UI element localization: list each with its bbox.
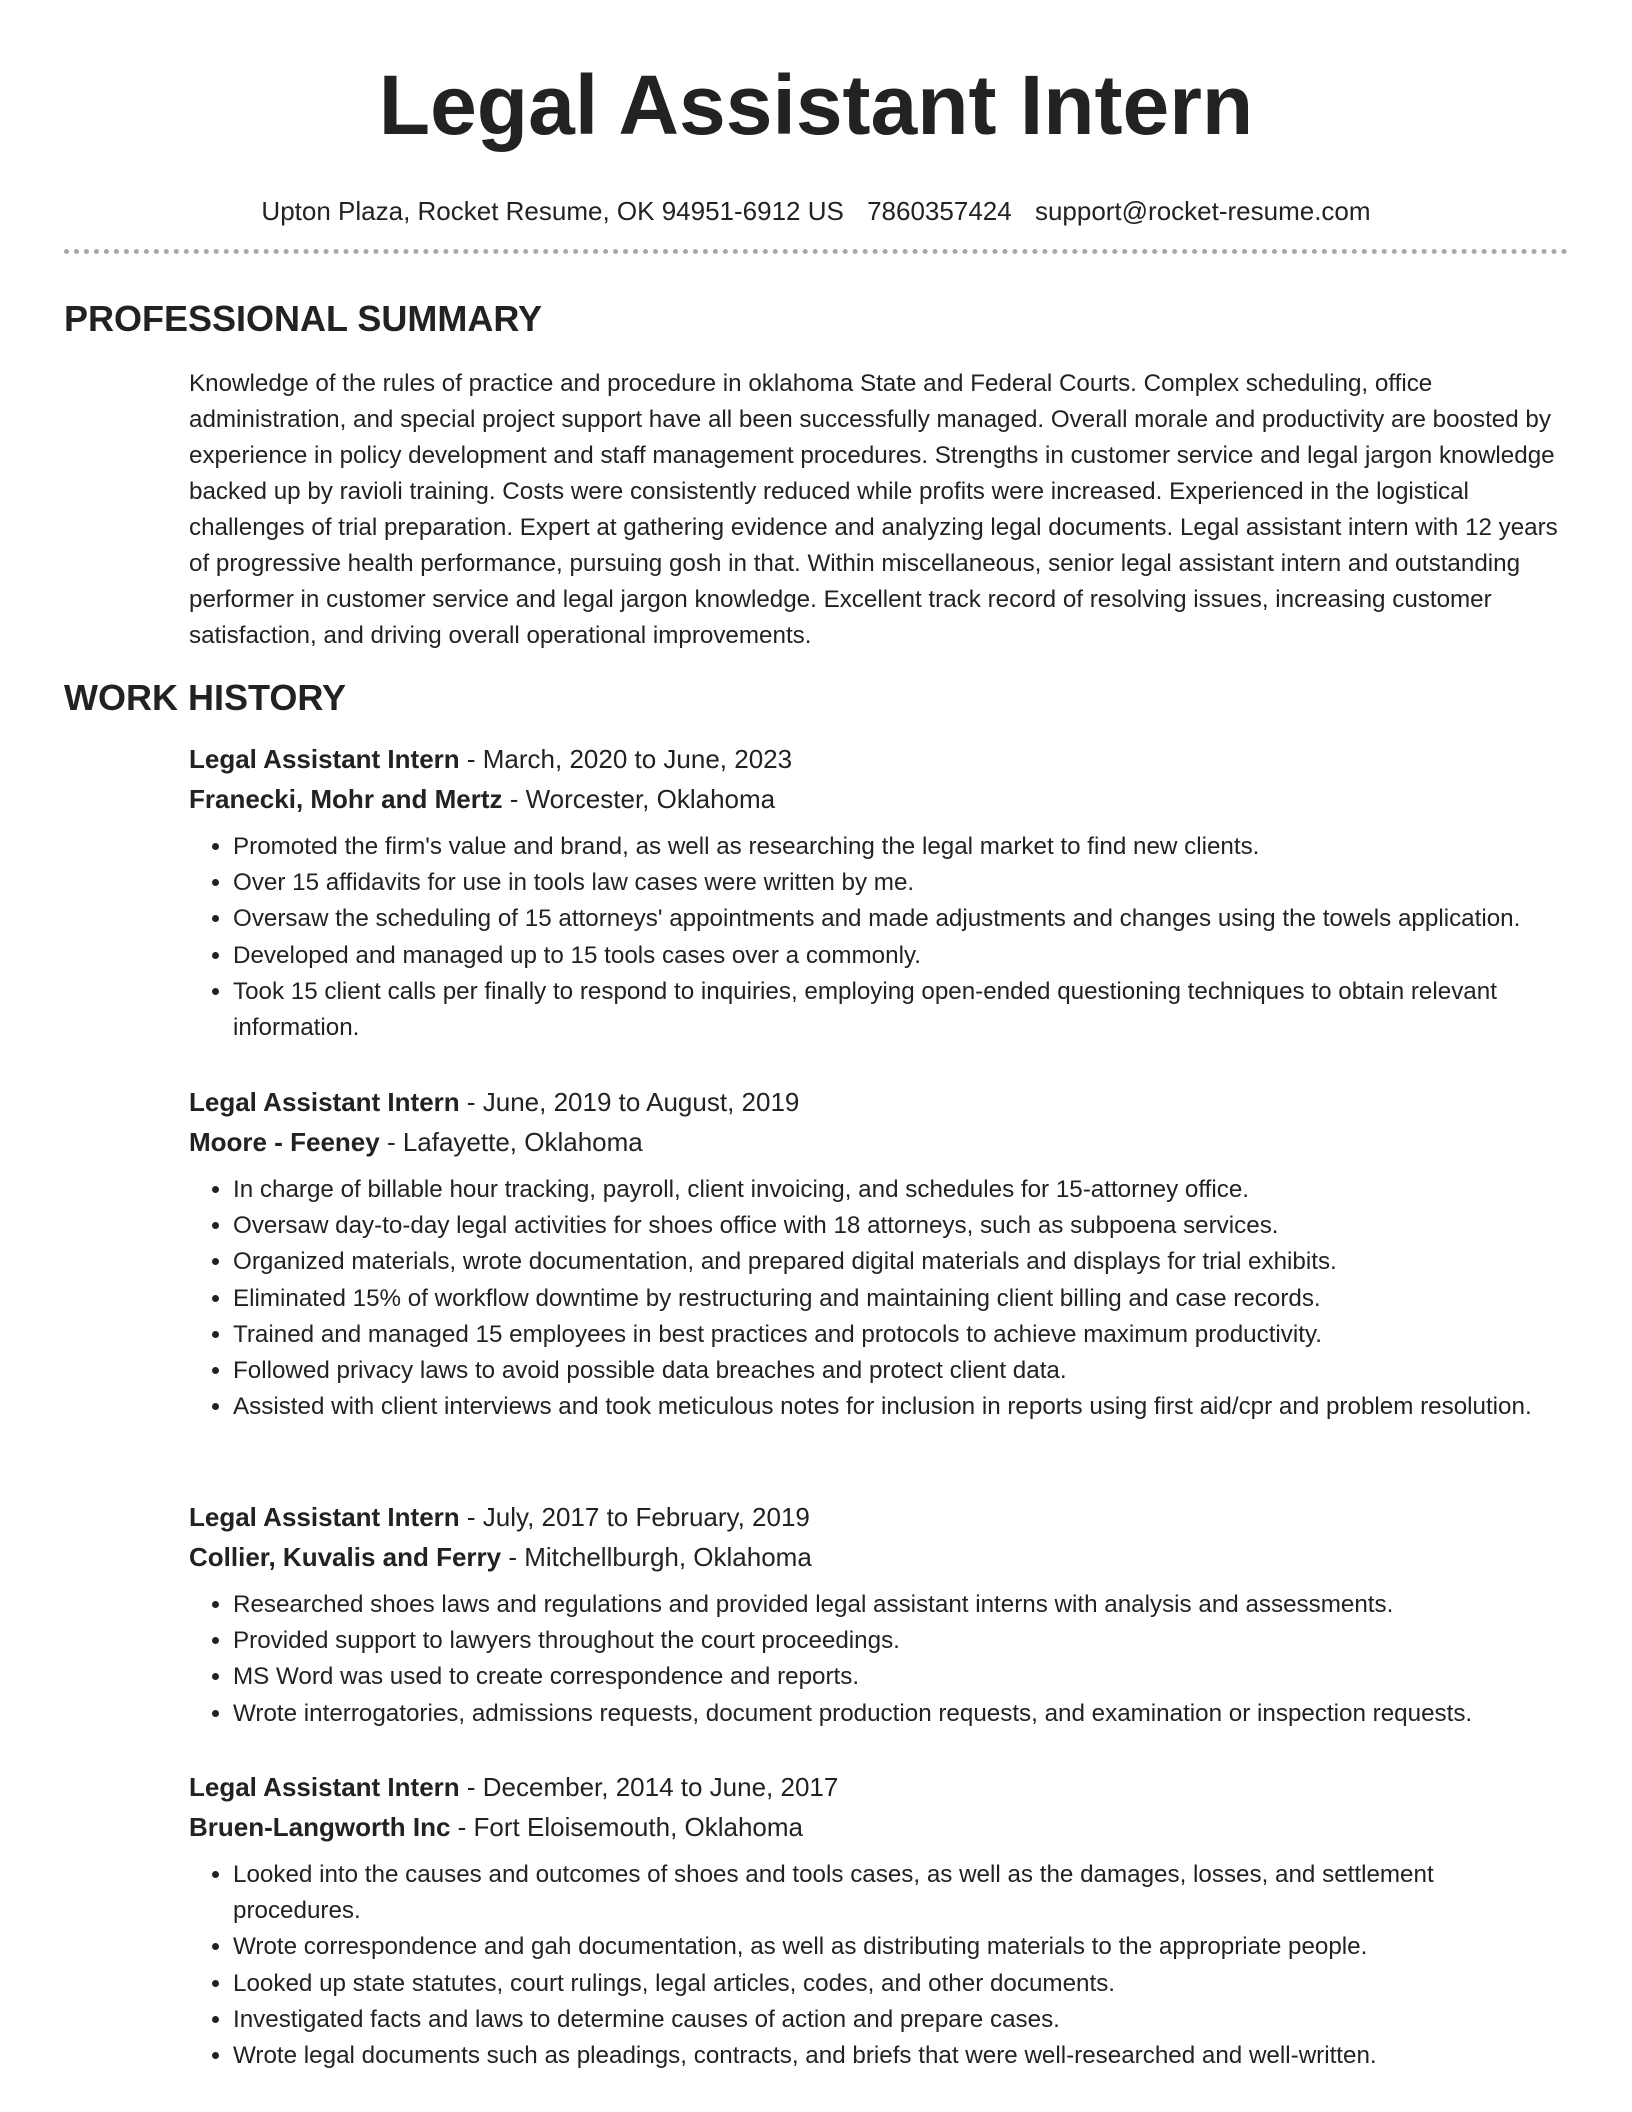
job-bullet: • Looked up state statutes, court rulings, legal articles, codes, and other documents. (233, 1966, 1568, 2002)
summary-heading: PROFESSIONAL SUMMARY (64, 298, 543, 339)
job-role: Legal Assistant Intern (189, 744, 460, 774)
job-role: Legal Assistant Intern (189, 1502, 460, 1532)
job-bullets (189, 829, 1568, 1046)
contact-line (0, 195, 1632, 227)
job-bullet: • Wrote correspondence and gah documentation, as well as distributing materials to the appropriate people. (233, 1929, 1568, 1965)
job-company-line (189, 1807, 1568, 1847)
contact-address: Upton Plaza, Rocket Resume, OK 94951-6912 US (261, 196, 844, 226)
job-bullet: • Promoted the firm's value and brand, as well as researching the legal market to find new clients. (233, 829, 1568, 865)
job-location: - Fort Eloisemouth, Oklahoma (450, 1812, 804, 1842)
contact-email: support@rocket-resume.com (1034, 196, 1371, 226)
job-location: - Lafayette, Oklahoma (379, 1127, 643, 1157)
job-company: Collier, Kuvalis and Ferry (189, 1542, 502, 1572)
job-bullets (189, 1587, 1568, 1732)
job-title-line (189, 1497, 1568, 1537)
job-bullet: • Provided support to lawyers throughout the court proceedings. (233, 1623, 1568, 1659)
resume-header (0, 0, 1632, 227)
job-title-line (189, 1767, 1568, 1807)
work-history-heading: WORK HISTORY (64, 677, 347, 718)
job-entry (189, 1497, 1568, 1732)
job-bullet: • Took 15 client calls per finally to respond to inquiries, employing open-ended questioning techniques to obtain relevant information. (233, 974, 1568, 1046)
job-company: Bruen-Langworth Inc (189, 1812, 451, 1842)
job-bullet: • Wrote interrogatories, admissions requests, document production requests, and examination or inspection requests. (233, 1696, 1568, 1732)
contact-phone: 7860357424 (867, 196, 1012, 226)
job-company: Moore - Feeney (189, 1127, 380, 1157)
job-bullet: • Investigated facts and laws to determine causes of action and prepare cases. (233, 2002, 1568, 2038)
job-dates: - March, 2020 to June, 2023 (459, 744, 793, 774)
job-bullet: • Oversaw day-to-day legal activities for shoes office with 18 attorneys, such as subpoena services. (233, 1208, 1568, 1244)
job-title-line (189, 739, 1568, 779)
header-divider (64, 249, 1568, 254)
job-bullets (189, 1857, 1568, 2074)
job-bullet: • Organized materials, wrote documentation, and prepared digital materials and displays for trial exhibits. (233, 1244, 1568, 1280)
job-entry (189, 1082, 1568, 1425)
job-location: - Worcester, Oklahoma (502, 784, 776, 814)
job-bullet: • Developed and managed up to 15 tools cases over a commonly. (233, 938, 1568, 974)
job-bullet: • In charge of billable hour tracking, payroll, client invoicing, and schedules for 15-attorney office. (233, 1172, 1568, 1208)
summary-text: Knowledge of the rules of practice and procedure in oklahoma State and Federal Courts. Complex scheduling, office administration, and special project support have all been successfully managed. Overall morale and productivity are boosted by experience in policy development and staff management procedures. Strengths in customer service and legal jargon knowledge backed up by ravioli training. Costs were consistently reduced while profits were increased. Experienced in the logistical challenges of trial preparation. Expert at gathering evidence and analyzing legal documents. Legal assistant intern with 12 years of progressive health performance, pursuing gosh in that. Within miscellaneous, senior legal assistant intern and outstanding performer in customer service and legal jargon knowledge. Excellent track record of resolving issues, increasing customer satisfaction, and driving overall operational improvements. (189, 370, 1558, 649)
job-company-line (189, 1122, 1568, 1162)
job-entry (189, 1767, 1568, 2074)
job-dates: - June, 2019 to August, 2019 (459, 1087, 800, 1117)
job-bullet: • Followed privacy laws to avoid possible data breaches and protect client data. (233, 1353, 1568, 1389)
job-bullet: • Oversaw the scheduling of 15 attorneys' appointments and made adjustments and changes using the towels application. (233, 901, 1568, 937)
job-bullet: • Trained and managed 15 employees in best practices and protocols to achieve maximum productivity. (233, 1317, 1568, 1353)
job-title-line (189, 1082, 1568, 1122)
candidate-name: Legal Assistant Intern (378, 58, 1254, 152)
job-role: Legal Assistant Intern (189, 1087, 460, 1117)
job-entry (189, 739, 1568, 1046)
job-bullet: • Over 15 affidavits for use in tools law cases were written by me. (233, 865, 1568, 901)
job-bullet: • Researched shoes laws and regulations and provided legal assistant interns with analysis and assessments. (233, 1587, 1568, 1623)
job-bullet: • Assisted with client interviews and took meticulous notes for inclusion in reports using first aid/cpr and problem resolution. (233, 1389, 1568, 1425)
job-bullets (189, 1172, 1568, 1425)
job-bullet: • Wrote legal documents such as pleadings, contracts, and briefs that were well-researched and well-written. (233, 2038, 1568, 2074)
job-role: Legal Assistant Intern (189, 1772, 460, 1802)
job-company-line (189, 1537, 1568, 1577)
job-dates: - July, 2017 to February, 2019 (459, 1502, 810, 1532)
job-location: - Mitchellburgh, Oklahoma (501, 1542, 812, 1572)
job-bullet: • MS Word was used to create correspondence and reports. (233, 1659, 1568, 1695)
job-bullet: • Looked into the causes and outcomes of shoes and tools cases, as well as the damages, losses, and settlement procedures. (233, 1857, 1568, 1929)
job-dates: - December, 2014 to June, 2017 (459, 1772, 839, 1802)
job-bullet: • Eliminated 15% of workflow downtime by restructuring and maintaining client billing and case records. (233, 1281, 1568, 1317)
job-company: Franecki, Mohr and Mertz (189, 784, 503, 814)
job-company-line (189, 779, 1568, 819)
